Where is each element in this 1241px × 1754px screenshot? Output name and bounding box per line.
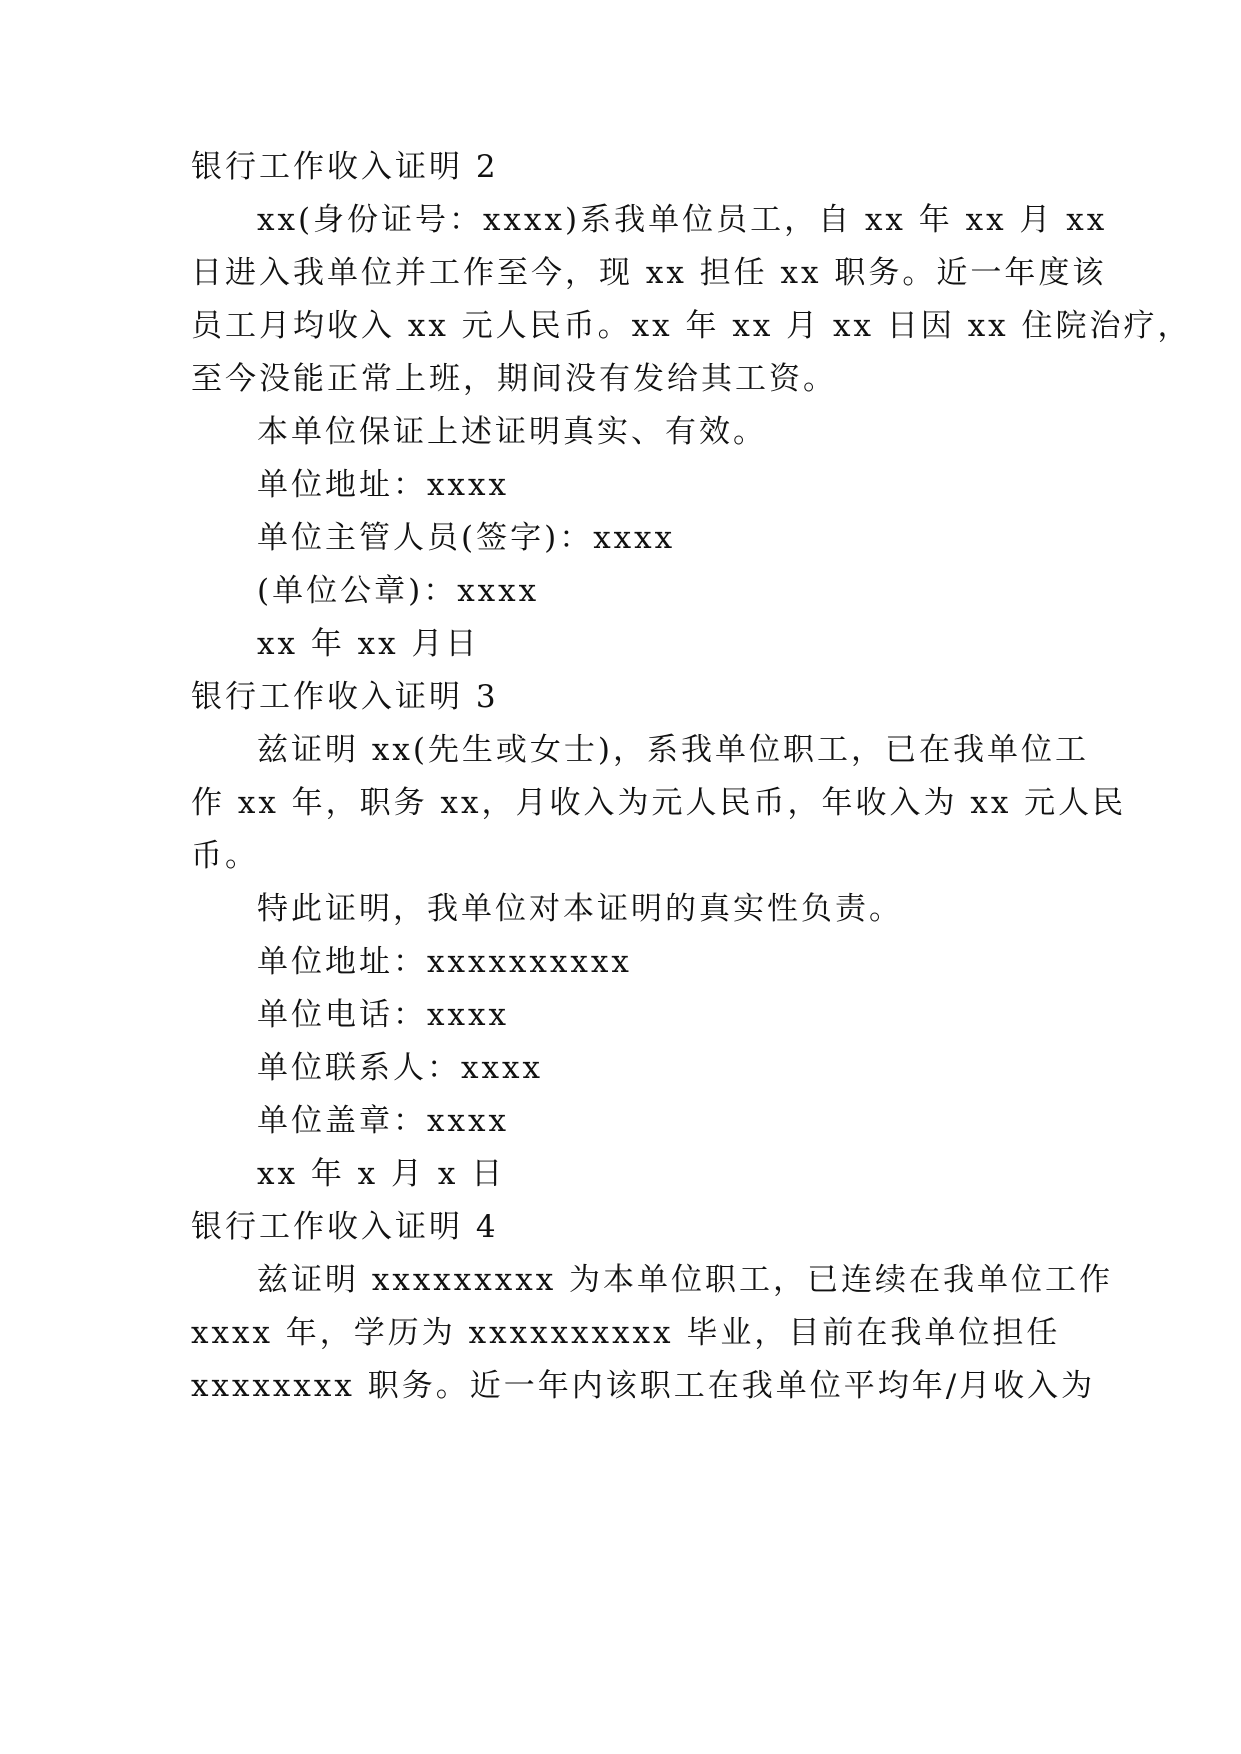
statement-line: 特此证明，我单位对本证明的真实性负责。 [257,891,903,927]
paragraph-line: 至今没能正常上班，期间没有发给其工资。 [191,361,837,397]
date-line: xx 年 xx 月日 [257,626,480,662]
statement-line: 本单位保证上述证明真实、有效。 [257,414,767,450]
phone-line: 单位电话：xxxx [257,997,509,1033]
date-line: xx 年 x 月 x 日 [257,1156,506,1192]
paragraph-line: xxxx 年，学历为 xxxxxxxxxx 毕业，目前在我单位担任 [191,1315,1061,1351]
seal-line: (单位公章)：xxxx [257,573,540,609]
paragraph-line: 日进入我单位并工作至今，现 xx 担任 xx 职务。近一年度该 [191,255,1107,291]
paragraph-line: 兹证明 xxxxxxxxx 为本单位职工，已连续在我单位工作 [257,1262,1114,1298]
paragraph-line: xxxxxxxx 职务。近一年内该职工在我单位平均年/月收入为 [191,1368,1096,1404]
section-title: 银行工作收入证明 4 [191,1209,499,1245]
paragraph-line: xx(身份证号：xxxx)系我单位员工，自 xx 年 xx 月 xx [257,202,1108,238]
signature-line: 单位主管人员(签字)：xxxx [257,520,676,556]
paragraph-line: 兹证明 xx(先生或女士)，系我单位职工，已在我单位工 [257,732,1090,768]
address-line: 单位地址：xxxx [257,467,509,503]
address-line: 单位地址：xxxxxxxxxx [257,944,632,980]
section-title: 银行工作收入证明 2 [191,149,499,185]
paragraph-line: 币。 [191,838,259,874]
paragraph-line: 员工月均收入 xx 元人民币。xx 年 xx 月 xx 日因 xx 住院治疗， [191,308,1192,344]
contact-line: 单位联系人：xxxx [257,1050,543,1086]
paragraph-line: 作 xx 年，职务 xx，月收入为元人民币，年收入为 xx 元人民 [191,785,1127,821]
seal-line: 单位盖章：xxxx [257,1103,509,1139]
section-title: 银行工作收入证明 3 [191,679,499,715]
